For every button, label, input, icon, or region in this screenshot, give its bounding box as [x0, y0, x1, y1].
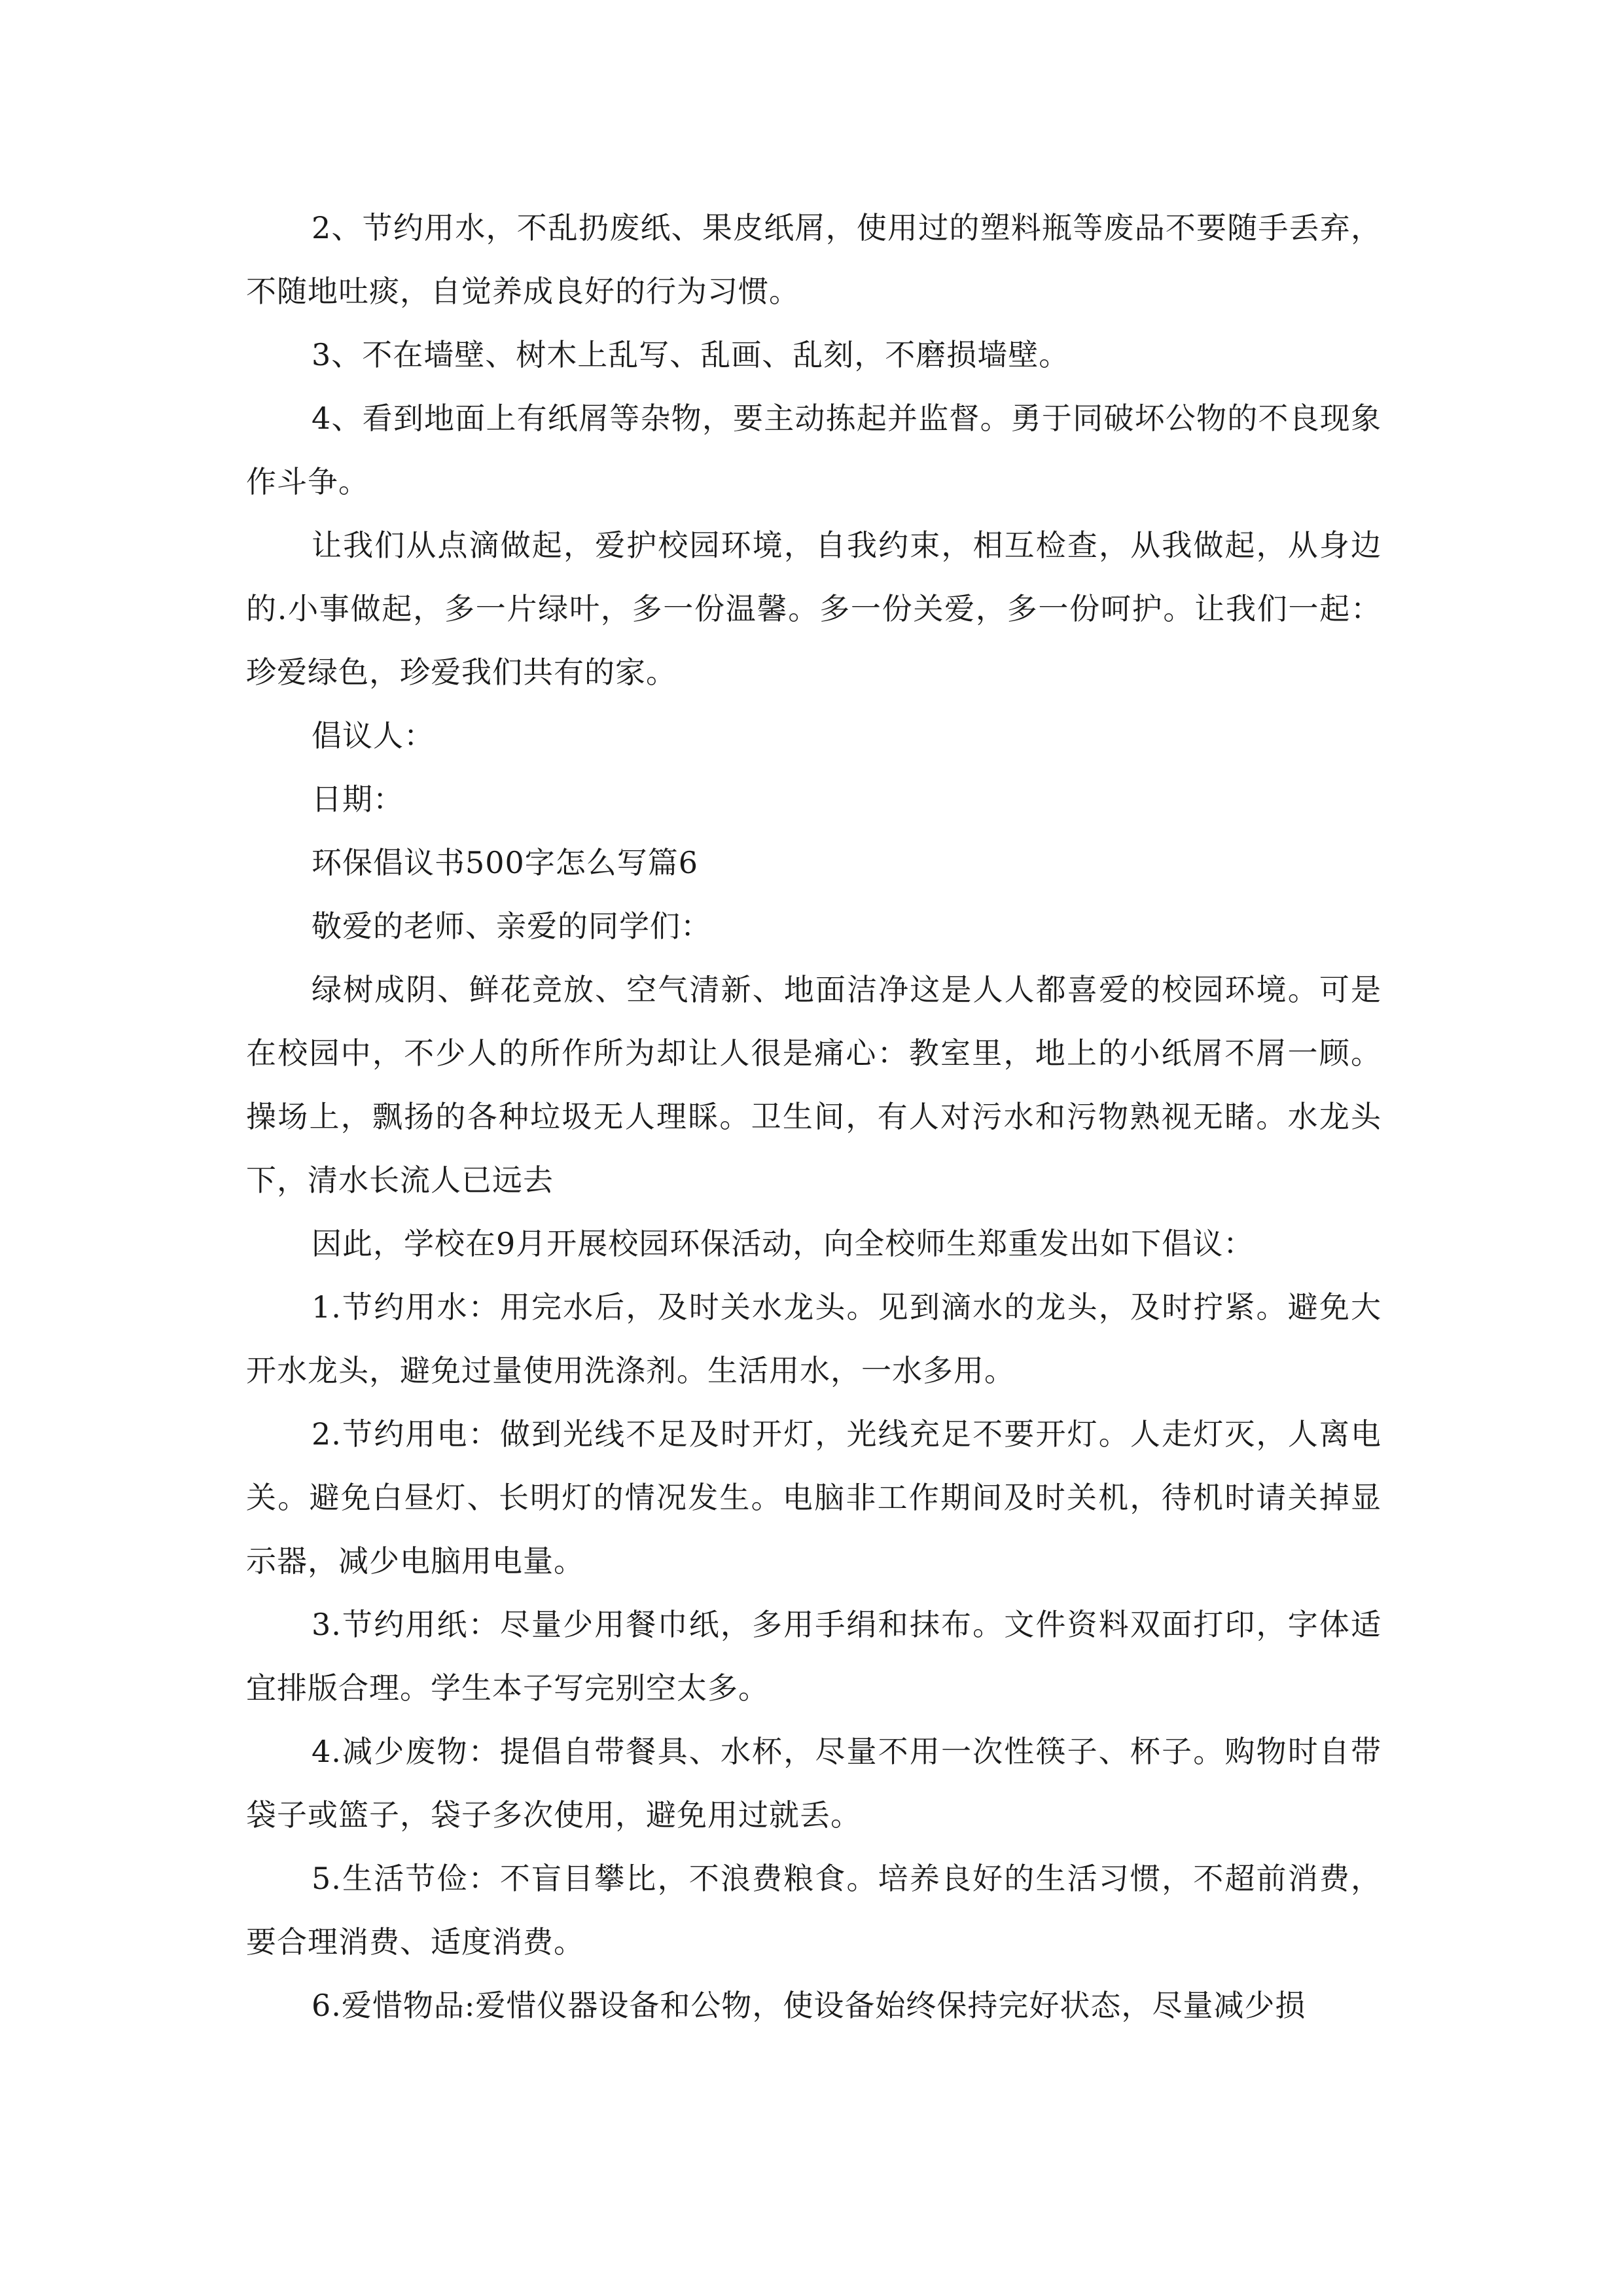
paragraph-item-2: 2、节约用水，不乱扔废纸、果皮纸屑，使用过的塑料瓶等废品不要随手丢弃，不随地吐痰，自觉养成良好的行为习惯。	[246, 210, 1382, 309]
list-item-save-electricity: 2.节约用电：做到光线不足及时开灯，光线充足不要开灯。人走灯灭，人离电关。避免白昼灯、长明灯的情况发生。电脑非工作期间及时关机，待机时请关掉显示器，减少电脑用电量。	[246, 1416, 1382, 1579]
paragraph-proposal: 因此，学校在9月开展校园环保活动，向全校师生郑重发出如下倡议：	[312, 1226, 1255, 1261]
document-body	[246, 196, 1382, 2037]
list-item-save-water: 1.节约用水：用完水后，及时关水龙头。见到滴水的龙头，及时拧紧。避免大开水龙头，避免过量使用洗涤剂。生活用水，一水多用。	[246, 1289, 1382, 1388]
list-item-reduce-waste: 4.减少废物：提倡自带餐具、水杯，尽量不用一次性筷子、杯子。购物时自带袋子或篮子，袋子多次使用，避免用过就丢。	[246, 1734, 1382, 1833]
section-title: 环保倡议书500字怎么写篇6	[312, 845, 699, 880]
list-item-frugal-living: 5.生活节俭：不盲目攀比，不浪费粮食。培养良好的生活习惯，不超前消费，要合理消费、适度消费。	[246, 1861, 1382, 1960]
initiator-label: 倡议人：	[312, 718, 435, 753]
date-label: 日期：	[312, 781, 404, 817]
paragraph-intro: 绿树成阴、鲜花竞放、空气清新、地面洁净这是人人都喜爱的校园环境。可是在校园中，不少人的所作所为却让人很是痛心：教室里，地上的小纸屑不屑一顾。操场上，飘扬的各种垃圾无人理睬。卫生间，有人对污水和污物熟视无睹。水龙头下，清水长流人已远去	[246, 972, 1382, 1198]
list-item-save-paper: 3.节约用纸：尽量少用餐巾纸，多用手绢和抹布。文件资料双面打印，字体适宜排版合理。学生本子写完别空太多。	[246, 1607, 1382, 1706]
salutation: 敬爱的老师、亲爱的同学们：	[312, 908, 711, 944]
paragraph-item-3: 3、不在墙壁、树木上乱写、乱画、乱刻，不磨损墙壁。	[312, 337, 1070, 372]
list-item-cherish-items: 6.爱惜物品:爱惜仪器设备和公物，使设备始终保持完好状态，尽量减少损	[312, 1988, 1306, 2023]
paragraph-call-to-action: 让我们从点滴做起，爱护校园环境，自我约束，相互检查，从我做起，从身边的.小事做起，多一片绿叶，多一份温馨。多一份关爱，多一份呵护。让我们一起：珍爱绿色，珍爱我们共有的家。	[246, 528, 1382, 690]
paragraph-item-4: 4、看到地面上有纸屑等杂物，要主动拣起并监督。勇于同破坏公物的不良现象作斗争。	[246, 401, 1382, 499]
